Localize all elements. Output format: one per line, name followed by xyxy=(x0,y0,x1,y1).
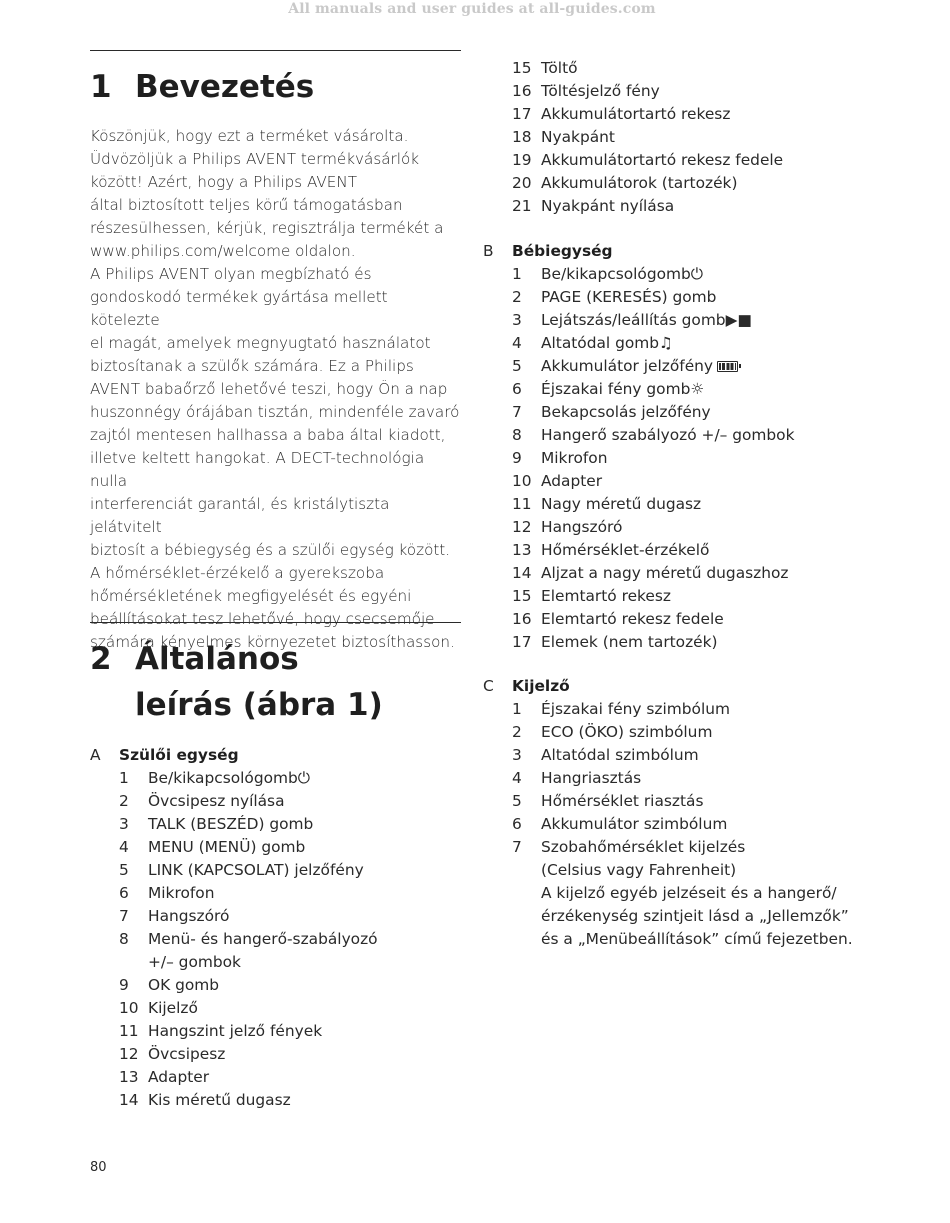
item-text: Akkumulátorok (tartozék) xyxy=(541,174,738,192)
list-item xyxy=(483,149,863,172)
text-line: részesülhessen, kérjük, regisztrálja termékét a xyxy=(90,219,444,237)
section-divider xyxy=(90,50,461,51)
text-line: beállításokat tesz lehetővé, hogy csecsemője xyxy=(90,610,435,628)
item-text: Nyakpánt xyxy=(541,128,615,146)
item-text: PAGE (KERESÉS) gomb xyxy=(541,288,717,306)
text-line: illetve keltett hangokat. A DECT-technológia nulla xyxy=(90,449,425,490)
item-text: OK gomb xyxy=(148,976,220,994)
text-line: számára kényelmes környezetet biztosíthasson. xyxy=(90,633,455,651)
list-letter: B xyxy=(483,242,494,260)
list-title: Kijelző xyxy=(512,677,570,695)
item-number: 20 xyxy=(512,174,532,192)
list-item xyxy=(483,790,863,813)
list-item xyxy=(483,813,863,836)
item-number: 4 xyxy=(119,838,129,856)
item-text: Akkumulátortartó rekesz fedele xyxy=(541,151,784,169)
item-number: 4 xyxy=(512,334,522,352)
item-text: Adapter xyxy=(541,472,603,490)
text-line: biztosít a bébiegység és a szülői egység között. xyxy=(90,541,451,559)
list-item xyxy=(483,516,863,539)
list-item xyxy=(483,286,863,309)
list-item xyxy=(90,790,462,813)
text-line: www.philips.com/welcome oldalon. xyxy=(90,242,356,260)
list-item xyxy=(483,698,863,721)
item-number: 8 xyxy=(119,930,129,948)
text-line: A Philips AVENT olyan megbízható és xyxy=(90,265,372,283)
item-text: Nyakpánt nyílása xyxy=(541,197,675,215)
item-text: Bekapcsolás jelzőfény xyxy=(541,403,711,421)
list-item xyxy=(90,997,462,1020)
item-text: Szobahőmérséklet kijelzés xyxy=(541,838,746,856)
item-number: 5 xyxy=(512,792,522,810)
item-number: 19 xyxy=(512,151,532,169)
list-item xyxy=(483,401,863,424)
item-text-wrapper xyxy=(483,355,863,378)
item-text: Kijelző xyxy=(148,999,198,1017)
list-header xyxy=(483,240,863,263)
item-text: Töltésjelző fény xyxy=(541,82,660,100)
text-line: biztosítanak a szülők számára. Ez a Philips xyxy=(90,357,414,375)
text-line: hőmérsékletének megfigyelését és egyéni xyxy=(90,587,412,605)
item-number: 7 xyxy=(119,907,129,925)
item-number: 3 xyxy=(119,815,129,833)
list-item xyxy=(483,126,863,149)
list-item xyxy=(90,1043,462,1066)
list-letter: A xyxy=(90,746,101,764)
item-text: LINK (KAPCSOLAT) jelzőfény xyxy=(148,861,364,879)
note-line: érzékenység szintjeit lásd a „Jellemzők” xyxy=(541,907,849,925)
item-number: 12 xyxy=(512,518,532,536)
item-text: Akkumulátor jelzőfény xyxy=(541,357,714,375)
item-number: 7 xyxy=(512,838,522,856)
item-number: 10 xyxy=(119,999,139,1017)
item-text: Aljzat a nagy méretű dugaszhoz xyxy=(541,564,789,582)
list-item xyxy=(90,836,462,859)
text-line: által biztosított teljes körű támogatásban xyxy=(90,196,403,214)
item-number: 6 xyxy=(512,380,522,398)
item-text: Hangriasztás xyxy=(541,769,642,787)
text-line: el magát, amelyek megnyugtató használatot xyxy=(90,334,431,352)
list-item xyxy=(483,378,863,401)
item-number: 15 xyxy=(512,587,532,605)
item-text: Menü- és hangerő-szabályozó xyxy=(148,930,378,948)
list-header xyxy=(90,744,462,767)
item-number: 15 xyxy=(512,59,532,77)
battery-icon xyxy=(717,361,738,372)
section-title-line1: Általános xyxy=(135,641,299,677)
list-title: Szülői egység xyxy=(119,746,239,764)
text-line: interferenciát garantál, és kristálytiszta jelátvitelt xyxy=(90,495,390,536)
item-text-continued: +/– gombok xyxy=(148,953,241,971)
list-item xyxy=(483,585,863,608)
item-number: 1 xyxy=(119,769,129,787)
item-number: 5 xyxy=(119,861,129,879)
list-item xyxy=(90,1020,462,1043)
parent-unit-list xyxy=(90,744,462,1112)
item-text: Be/kikapcsológomb⏻ xyxy=(148,769,310,787)
text-line: Üdvözöljük a Philips AVENT termékvásárlók xyxy=(90,150,420,168)
display-list xyxy=(483,675,863,951)
item-text: Adapter xyxy=(148,1068,210,1086)
item-number: 11 xyxy=(119,1022,139,1040)
note-line: A kijelző egyéb jelzéseit és a hangerő/ xyxy=(541,884,837,902)
item-text: Övcsipesz nyílása xyxy=(148,792,285,810)
item-number: 5 xyxy=(512,357,522,375)
item-number: 16 xyxy=(512,610,532,628)
list-item xyxy=(483,263,863,286)
item-number: 10 xyxy=(512,472,532,490)
item-number: 17 xyxy=(512,633,532,651)
item-number: 18 xyxy=(512,128,532,146)
item-text: Kis méretű dugasz xyxy=(148,1091,291,1109)
item-number: 16 xyxy=(512,82,532,100)
list-letter: C xyxy=(483,677,494,695)
text-line: AVENT babaőrző lehetővé teszi, hogy Ön a nap xyxy=(90,380,448,398)
item-text: Éjszakai fény szimbólum xyxy=(541,700,730,718)
item-number: 2 xyxy=(119,792,129,810)
list-item xyxy=(90,974,462,997)
item-text: ECO (ÖKO) szimbólum xyxy=(541,723,713,741)
item-text: Be/kikapcsológomb⏻ xyxy=(541,265,703,283)
item-number: 14 xyxy=(119,1091,139,1109)
introduction-text xyxy=(90,125,462,654)
item-text: Elemtartó rekesz fedele xyxy=(541,610,724,628)
section-title: Bevezetés xyxy=(135,69,315,105)
section-heading-introduction xyxy=(90,64,462,110)
list-item xyxy=(483,80,863,103)
item-number: 1 xyxy=(512,700,522,718)
list-item xyxy=(90,882,462,905)
list-item xyxy=(483,172,863,195)
item-number: 6 xyxy=(512,815,522,833)
item-text: Hőmérséklet-érzékelő xyxy=(541,541,710,559)
item-number: 11 xyxy=(512,495,532,513)
section-divider xyxy=(90,622,461,623)
item-text: MENU (MENÜ) gomb xyxy=(148,838,306,856)
list-item xyxy=(483,57,863,80)
item-number: 2 xyxy=(512,288,522,306)
list-item xyxy=(90,1089,462,1112)
item-number: 9 xyxy=(119,976,129,994)
text-line: A hőmérséklet-érzékelő a gyerekszoba xyxy=(90,564,385,582)
item-number: 17 xyxy=(512,105,532,123)
list-item xyxy=(483,332,863,355)
list-item xyxy=(90,859,462,882)
item-text: Lejátszás/leállítás gomb▶■ xyxy=(541,311,752,329)
item-text: Övcsipesz xyxy=(148,1045,226,1063)
baby-unit-list xyxy=(483,240,863,654)
item-text: Elemtartó rekesz xyxy=(541,587,671,605)
item-number: 6 xyxy=(119,884,129,902)
list-item xyxy=(483,608,863,631)
list-item xyxy=(90,1066,462,1089)
item-text: Töltő xyxy=(541,59,578,77)
watermark: All manuals and user guides at all-guides.com xyxy=(288,1,656,17)
item-number: 7 xyxy=(512,403,522,421)
item-text: Elemek (nem tartozék) xyxy=(541,633,718,651)
item-text: Hangszóró xyxy=(541,518,623,536)
item-text: Nagy méretű dugasz xyxy=(541,495,702,513)
parent-unit-list-continued xyxy=(483,57,863,218)
list-header xyxy=(483,675,863,698)
list-item xyxy=(483,424,863,447)
item-number: 21 xyxy=(512,197,532,215)
item-number: 3 xyxy=(512,746,522,764)
list-item xyxy=(483,539,863,562)
text-line: Köszönjük, hogy ezt a terméket vásárolta. xyxy=(90,127,409,145)
list-item xyxy=(483,355,863,378)
section-number: 2 xyxy=(90,641,112,677)
list-item xyxy=(90,928,462,974)
item-number: 3 xyxy=(512,311,522,329)
list-item xyxy=(483,493,863,516)
item-number: 4 xyxy=(512,769,522,787)
text-line: gondoskodó termékek gyártása mellett kötelezte xyxy=(90,288,388,329)
list-item xyxy=(483,470,863,493)
item-text: Hőmérséklet riasztás xyxy=(541,792,704,810)
display-note xyxy=(483,882,863,951)
item-text: Akkumulátor szimbólum xyxy=(541,815,728,833)
item-text: Altatódal gomb♫ xyxy=(541,334,673,352)
section-title-line2: leírás (ábra 1) xyxy=(135,687,383,723)
item-number: 8 xyxy=(512,426,522,444)
list-item xyxy=(90,813,462,836)
list-item xyxy=(90,905,462,928)
item-text: Hangszint jelző fények xyxy=(148,1022,323,1040)
item-text: Akkumulátortartó rekesz xyxy=(541,105,731,123)
list-title: Bébiegység xyxy=(512,242,613,260)
list-item xyxy=(483,744,863,767)
item-number: 1 xyxy=(512,265,522,283)
list-item xyxy=(483,103,863,126)
item-number: 13 xyxy=(512,541,532,559)
list-item xyxy=(90,767,462,790)
item-number: 12 xyxy=(119,1045,139,1063)
list-item xyxy=(483,631,863,654)
list-item xyxy=(483,309,863,332)
item-text: Mikrofon xyxy=(541,449,608,467)
list-item xyxy=(483,447,863,470)
section-number: 1 xyxy=(90,69,112,105)
item-text: Mikrofon xyxy=(148,884,215,902)
list-item xyxy=(483,767,863,790)
item-text: Hangszóró xyxy=(148,907,230,925)
item-text: Hangerő szabályozó +/– gombok xyxy=(541,426,795,444)
item-number: 2 xyxy=(512,723,522,741)
text-line: zajtól mentesen hallhassa a baba által kiadott, xyxy=(90,426,446,444)
item-number: 13 xyxy=(119,1068,139,1086)
item-text: Éjszakai fény gomb☼ xyxy=(541,380,705,398)
item-number: 9 xyxy=(512,449,522,467)
item-text-continued: (Celsius vagy Fahrenheit) xyxy=(541,861,737,879)
list-item xyxy=(483,195,863,218)
text-line: között! Azért, hogy a Philips AVENT xyxy=(90,173,358,191)
text-line: huszonnégy órájában tisztán, mindenféle zavaró xyxy=(90,403,460,421)
list-item xyxy=(483,562,863,585)
section-heading-general-description xyxy=(90,636,462,728)
page-number: 80 xyxy=(90,1160,107,1175)
note-line: és a „Menübeállítások” című fejezetben. xyxy=(541,930,853,948)
item-text: TALK (BESZÉD) gomb xyxy=(148,815,314,833)
item-text: Altatódal szimbólum xyxy=(541,746,699,764)
item-number: 14 xyxy=(512,564,532,582)
list-item xyxy=(483,721,863,744)
list-item xyxy=(483,836,863,882)
